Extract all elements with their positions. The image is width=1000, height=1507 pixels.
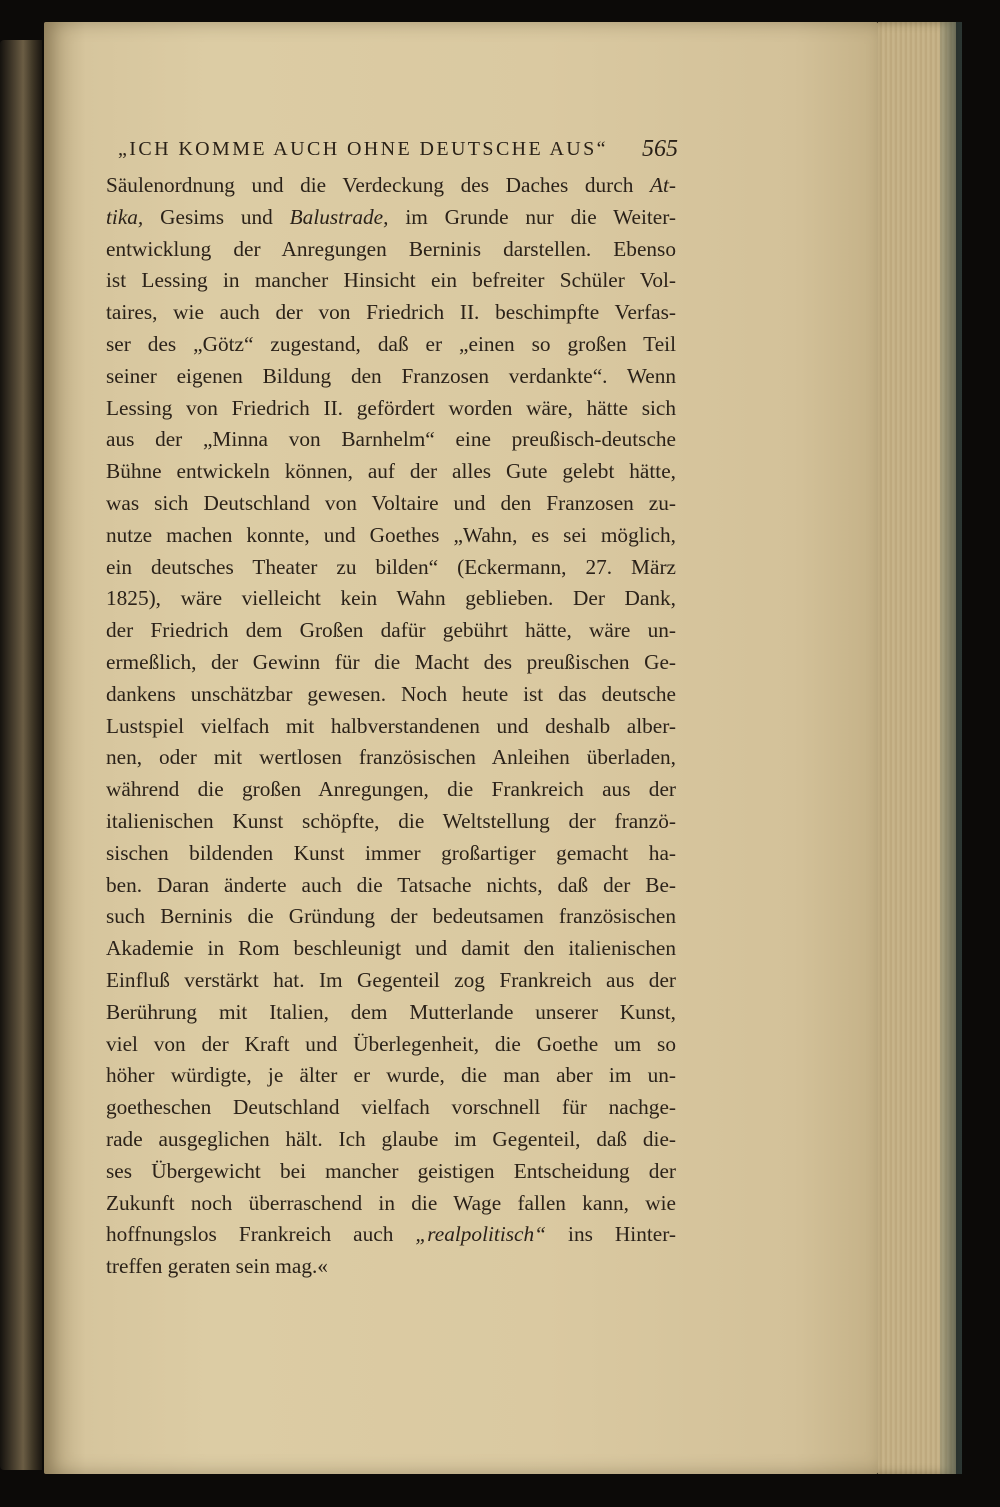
fore-edge-shadow [940,22,962,1474]
text-line: ser des „Götz“ zugestand, daß er „einen so großen Teil [106,331,676,356]
text-line: ermeßlich, der Gewinn für die Macht des preußischen Ge- [106,649,676,674]
text-line: Akademie in Rom beschleunigt und damit den italienischen [106,936,676,961]
text-line: Lessing von Friedrich II. gefördert worden wäre, hätte sich [106,395,676,420]
text-line: ein deutsches Theater zu bilden“ (Eckermann, 27. März [106,554,676,579]
body-text [106,170,676,1283]
running-head: „ICH KOMME AUCH OHNE DEUTSCHE AUS“ [118,138,608,160]
text-line: Lustspiel vielfach mit halbverstandenen und deshalb alber- [106,713,676,738]
text-line-last: treffen geraten sein mag.« [106,1254,328,1279]
text-line: entwicklung der Anregungen Berninis darstellen. Ebenso [106,236,676,261]
text-line: was sich Deutschland von Voltaire und den Franzosen zu- [106,490,676,515]
text-line: aus der „Minna von Barnhelm“ eine preußisch-deutsche [106,427,676,452]
text-line: rade ausgeglichen hält. Ich glaube im Gegenteil, daß die- [106,1126,676,1151]
text-line: Säulenordnung und die Verdeckung des Daches durch At- [106,173,676,197]
text-line: ben. Daran änderte auch die Tatsache nichts, daß der Be- [106,872,676,897]
text-line: taires, wie auch der von Friedrich II. beschimpfte Verfas- [106,300,676,325]
text-line: dankens unschätzbar gewesen. Noch heute ist das deutsche [106,681,676,706]
text-line: der Friedrich dem Großen dafür gebührt hätte, wäre un- [106,618,676,643]
text-line: 1825), wäre vielleicht kein Wahn geblieben. Der Dank, [106,586,676,611]
text-line: nen, oder mit wertlosen französischen Anleihen überladen, [106,745,676,770]
page-header [118,138,678,172]
left-page-edge [0,40,42,1470]
page-number: 565 [642,136,678,162]
text-line: Einfluß verstärkt hat. Im Gegenteil zog Frankreich aus der [106,967,676,992]
text-line: ist Lessing in mancher Hinsicht ein befreiter Schüler Vol- [106,268,676,293]
text-line: nutze machen konnte, und Goethes „Wahn, es sei möglich, [106,522,676,547]
text-line: Zukunft noch überraschend in die Wage fallen kann, wie [106,1190,676,1215]
text-line: während die großen Anregungen, die Frankreich aus der [106,777,676,802]
text-line: italienischen Kunst schöpfte, die Weltstellung der franzö- [106,808,676,833]
text-line: viel von der Kraft und Überlegenheit, die Goethe um so [106,1031,676,1056]
text-line: tika, Gesims und Balustrade, im Grunde nur die Weiter- [106,204,677,229]
text-line: ses Übergewicht bei mancher geistigen Entscheidung der [106,1158,676,1183]
text-line: goetheschen Deutschland vielfach vorschnell für nachge- [106,1095,676,1120]
text-line: sischen bildenden Kunst immer großartiger gemacht ha- [106,840,676,865]
text-line: höher würdigte, je älter er wurde, die man aber im un- [106,1063,676,1088]
text-line: hoffnungslos Frankreich auch „realpolitisch“ ins Hinter- [106,1222,676,1247]
text-line: seiner eigenen Bildung den Franzosen verdankte“. Wenn [106,363,676,388]
text-line: such Berninis die Gründung der bedeutsamen französischen [106,904,676,929]
text-line: Bühne entwickeln können, auf der alles Gute gelebt hätte, [106,459,676,484]
text-line: Berührung mit Italien, dem Mutterlande unserer Kunst, [106,999,676,1024]
